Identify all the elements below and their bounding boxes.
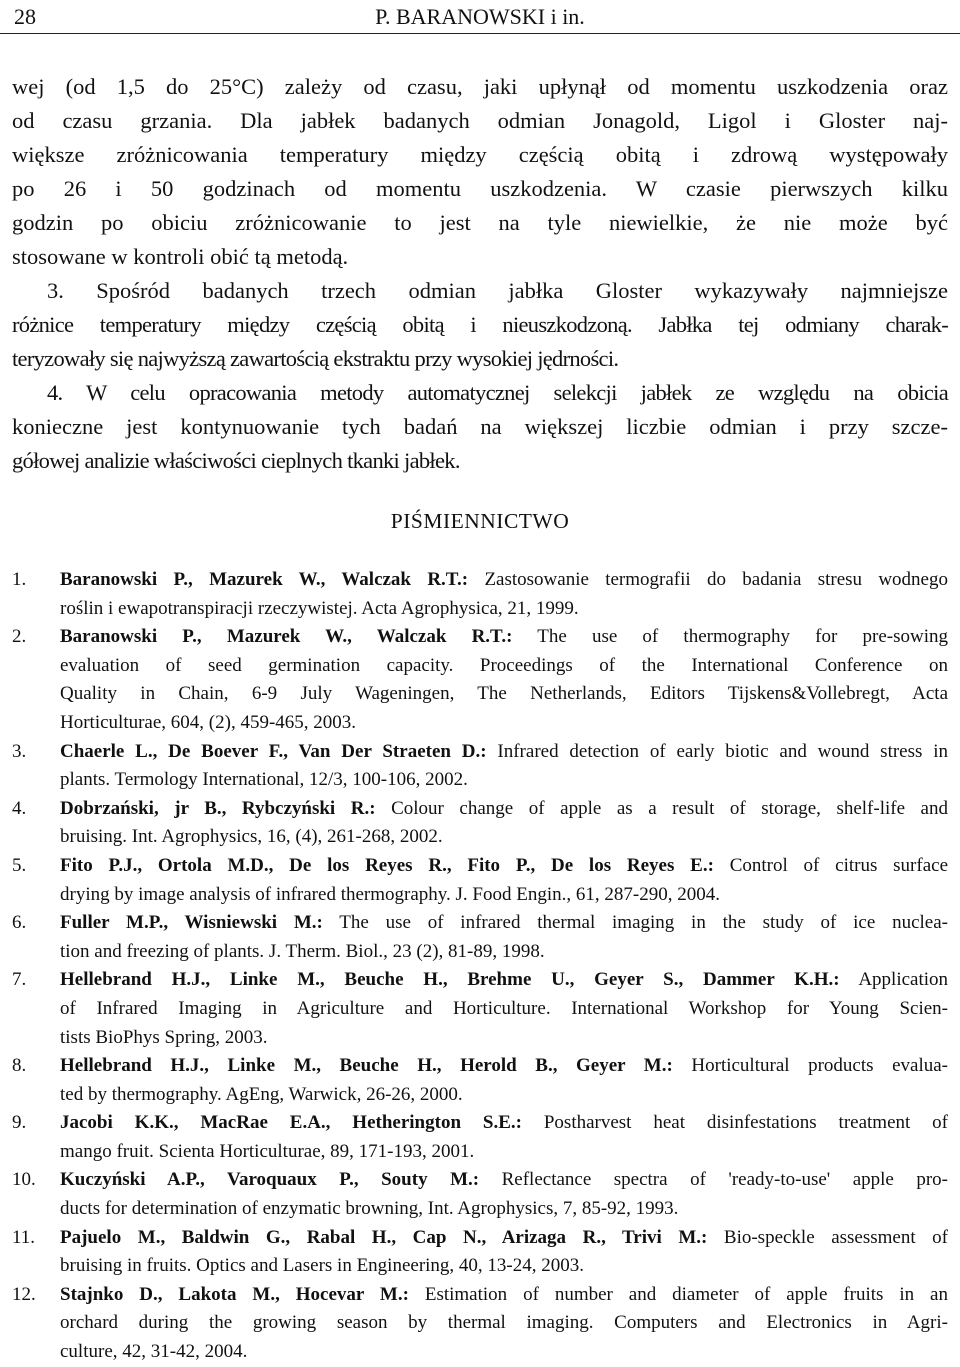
reference-item — [12, 852, 948, 909]
reference-authors: Kuczyński A.P., Varoquaux P., Souty M.: — [60, 1169, 480, 1191]
reference-authors: Baranowski P., Mazurek W., Walczak R.T.: — [60, 569, 469, 590]
reference-line: bruising in fruits. Optics and Lasers in Engineering, 40, 13-24, 2003. — [60, 1255, 585, 1277]
reference-item — [12, 738, 948, 795]
reference-number: 4. — [12, 797, 27, 819]
reference-item — [12, 1052, 948, 1109]
reference-text: The use of infrared thermal imaging in the study of ice nuclea- — [339, 912, 948, 934]
reference-authors: Hellebrand H.J., Linke M., Beuche H., Brehme U., Geyer S., Dammer K.H.: — [60, 969, 840, 991]
reference-number: 11. — [12, 1226, 36, 1248]
reference-number: 8. — [12, 1055, 27, 1077]
body-line: godzin po obiciu zróżnicowanie to jest na tyle niewielkie, że nie może być — [12, 210, 948, 235]
reference-text: Colour change of apple as a result of storage, shelf-life and — [391, 797, 948, 819]
body-line: 3. Spośród badanych trzech odmian jabłka Gloster wykazywały najmniejsze — [47, 278, 948, 303]
reference-line: ducts for determination of enzymatic browning, Int. Agrophysics, 7, 85-92, 1993. — [60, 1198, 679, 1220]
reference-line: of Infrared Imaging in Agriculture and Horticulture. International Workshop for Young Scien- — [60, 997, 948, 1019]
reference-text: Zastosowanie termografii do badania stresu wodnego — [484, 569, 948, 590]
page-header — [0, 0, 960, 36]
reference-text: The use of thermography for pre-sowing — [537, 626, 948, 648]
reference-text: Estimation of number and diameter of apple fruits in an — [424, 1283, 948, 1305]
reference-line: mango fruit. Scienta Horticulturae, 89, 171-193, 2001. — [60, 1140, 475, 1162]
page-number: 28 — [14, 4, 36, 29]
reference-line: orchard during the growing season by thermal imaging. Computers and Electronics in Agri- — [60, 1312, 948, 1334]
body-line: stosowane w kontroli obić tą metodą. — [12, 244, 349, 269]
reference-text: Postharvest heat disinfestations treatment of — [543, 1112, 948, 1134]
reference-line: ted by thermography. AgEng, Warwick, 26-26, 2000. — [60, 1083, 463, 1105]
reference-item — [12, 795, 948, 852]
reference-line: Quality in Chain, 6-9 July Wageningen, The Netherlands, Editors Tijskens&Vollebregt, Acta — [60, 683, 948, 705]
reference-text: Reflectance spectra of 'ready-to-use' apple pro- — [501, 1169, 949, 1191]
reference-item — [12, 966, 948, 1052]
reference-line: tists BioPhys Spring, 2003. — [60, 1026, 268, 1048]
body-line: 4. W celu opracowania metody automatycznej selekcji jabłek ze względu na obicia — [47, 380, 948, 405]
conclusions-text — [12, 70, 948, 478]
reference-number: 12. — [12, 1283, 36, 1305]
reference-text: Control of citrus surface — [729, 854, 948, 876]
reference-authors: Pajuelo M., Baldwin G., Rabal H., Cap N., Arizaga R., Trivi M.: — [60, 1226, 708, 1248]
references-list — [12, 566, 948, 1367]
reference-item — [12, 623, 948, 737]
reference-line: drying by image analysis of infrared thermography. J. Food Engin., 61, 287-290, 2004. — [60, 883, 720, 905]
reference-line: evaluation of seed germination capacity. Proceedings of the International Conference on — [60, 654, 948, 676]
reference-text: Application — [858, 969, 949, 991]
reference-text: Bio-speckle assessment of — [723, 1226, 948, 1248]
reference-number: 9. — [12, 1112, 27, 1134]
body-line: od czasu grzania. Dla jabłek badanych odmian Jonagold, Ligol i Gloster naj- — [12, 108, 948, 133]
body-line: konieczne jest kontynuowanie tych badań na większej liczbie odmian i przy szcze- — [12, 414, 948, 439]
running-head: P. BARANOWSKI i in. — [375, 4, 585, 29]
reference-line: culture, 42, 31-42, 2004. — [60, 1341, 248, 1363]
reference-item — [12, 1281, 948, 1367]
reference-number: 5. — [12, 854, 27, 876]
reference-line: tion and freezing of plants. J. Therm. Biol., 23 (2), 81-89, 1998. — [60, 940, 545, 962]
reference-authors: Jacobi K.K., MacRae E.A., Hetherington S.E.: — [60, 1112, 522, 1134]
body-line: większe zróżnicowania temperatury między częścią obitą i zdrową występowały — [12, 142, 948, 167]
body-line: wej (od 1,5 do 25°C) zależy od czasu, jaki upłynął od momentu uszkodzenia oraz — [12, 74, 948, 99]
reference-number: 7. — [12, 969, 27, 991]
reference-line: bruising. Int. Agrophysics, 16, (4), 261-268, 2002. — [60, 826, 443, 848]
reference-item — [12, 1166, 948, 1223]
reference-authors: Dobrzański, jr B., Rybczyński R.: — [60, 797, 376, 819]
reference-authors: Fito P.J., Ortola M.D., De los Reyes R., Fito P., De los Reyes E.: — [60, 854, 714, 876]
reference-item — [12, 909, 948, 966]
reference-item — [12, 1109, 948, 1166]
body-line: różnice temperatury między częścią obitą i nieuszkodzoną. Jabłka tej odmiany charak- — [12, 312, 948, 337]
body-line: po 26 i 50 godzinach od momentu uszkodzenia. W czasie pierwszych kilku — [12, 176, 948, 201]
reference-item — [12, 566, 948, 623]
reference-text: Horticultural products evalua- — [691, 1055, 948, 1077]
header-rule — [0, 33, 960, 34]
reference-number: 3. — [12, 740, 27, 762]
reference-authors: Fuller M.P., Wisniewski M.: — [60, 912, 323, 934]
reference-authors: Hellebrand H.J., Linke M., Beuche H., Herold B., Geyer M.: — [60, 1055, 673, 1077]
reference-line: plants. Termology International, 12/3, 100-106, 2002. — [60, 769, 468, 791]
reference-line: roślin i ewapotranspiracji rzeczywistej. Acta Agrophysica, 21, 1999. — [60, 597, 579, 619]
reference-authors: Chaerle L., De Boever F., Van Der Straeten D.: — [60, 740, 487, 762]
references-title: PIŚMIENNICTWO — [390, 509, 570, 533]
reference-number: 6. — [12, 912, 27, 934]
reference-number: 2. — [12, 626, 27, 648]
reference-line: Horticulturae, 604, (2), 459-465, 2003. — [60, 711, 357, 733]
reference-number: 10. — [12, 1169, 36, 1191]
body-line: teryzowały się najwyższą zawartością ekstraktu przy wysokiej jędrności. — [12, 346, 619, 371]
reference-item — [12, 1224, 948, 1281]
body-line: gółowej analizie właściwości cieplnych tkanki jabłek. — [12, 448, 460, 473]
reference-authors: Stajnko D., Lakota M., Hocevar M.: — [60, 1283, 409, 1305]
reference-text: Infrared detection of early biotic and wound stress in — [497, 740, 948, 762]
reference-authors: Baranowski P., Mazurek W., Walczak R.T.: — [60, 626, 513, 648]
reference-number: 1. — [12, 569, 27, 590]
